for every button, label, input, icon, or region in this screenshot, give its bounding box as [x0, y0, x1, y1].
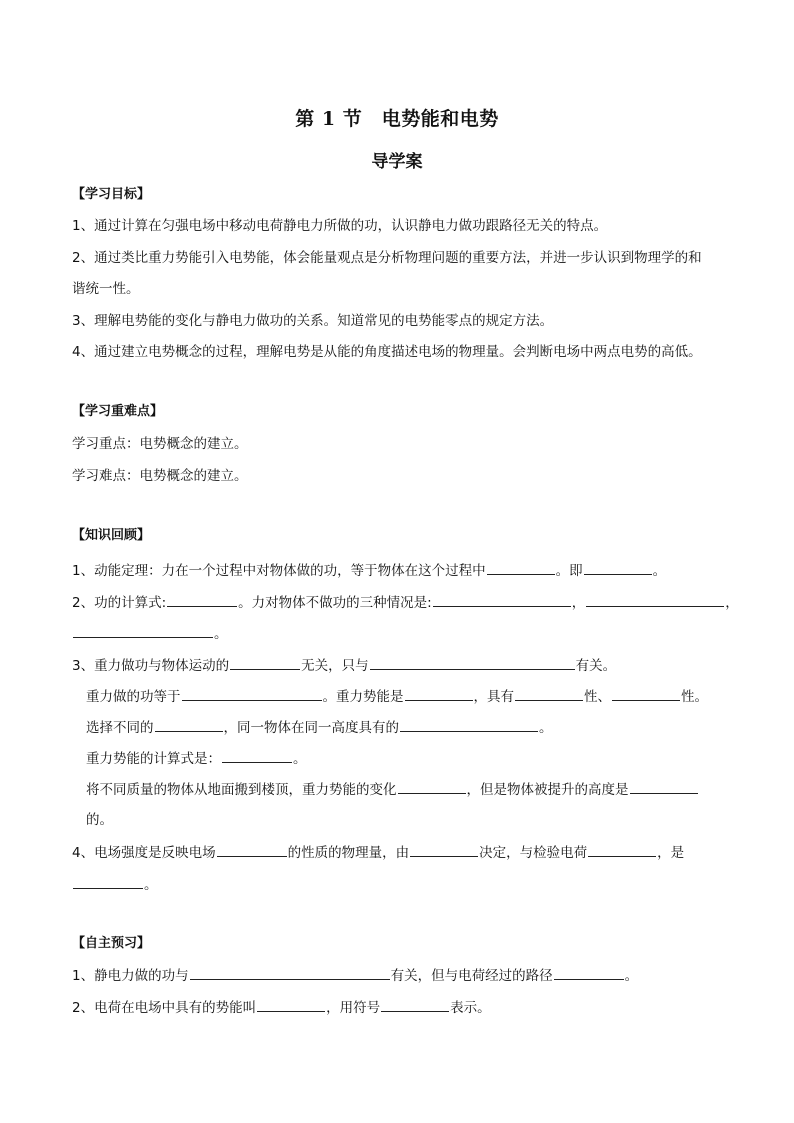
review-heading: 【知识回顾】 — [72, 528, 151, 543]
goal-item: 2、通过类比重力势能引入电势能，体会能量观点是分析物理问题的重要方法，并进一步认识到物理学的和 — [72, 250, 702, 266]
key-points-heading: 【学习重难点】 — [72, 404, 164, 419]
page-title: 第 1 节 电势能和电势 — [295, 108, 499, 130]
review-q4: 4、电场强度是反映电场 的性质的物理量，由 决定，与检验电荷 ，是 — [72, 845, 685, 861]
goal-item: 3、理解电势能的变化与静电力做功的关系。知道常见的电势能零点的规定方法。 — [72, 313, 554, 329]
answer-blank[interactable] — [405, 687, 473, 701]
answer-blank[interactable] — [182, 687, 322, 701]
answer-blank[interactable] — [433, 593, 571, 607]
page-subtitle: 导学案 — [371, 152, 423, 172]
review-q3-line5: 将不同质量的物体从地面搬到楼顶，重力势能的变化 ，但是物体被提升的高度是 — [86, 780, 699, 799]
answer-blank[interactable] — [217, 843, 287, 857]
review-q3-line6: 的。 — [86, 812, 113, 828]
answer-blank[interactable] — [410, 843, 478, 857]
goal-item: 1、通过计算在匀强电场中移动电荷静电力所做的功，认识静电力做功跟路径无关的特点。 — [72, 218, 608, 234]
answer-blank[interactable] — [73, 875, 143, 889]
preview-q2: 2、电荷在电场中具有的势能叫 ，用符号 表示。 — [72, 1000, 491, 1016]
answer-blank[interactable] — [190, 966, 390, 980]
review-q2-cont: 。 — [72, 624, 228, 643]
review-q4-cont: 。 — [72, 875, 158, 894]
answer-blank[interactable] — [155, 718, 223, 732]
answer-blank[interactable] — [584, 561, 652, 575]
answer-blank[interactable] — [398, 780, 466, 794]
answer-blank[interactable] — [588, 843, 656, 857]
answer-blank[interactable] — [257, 998, 325, 1012]
review-q3-line2: 重力做的功等于 。重力势能是 ，具有 性、 性。 — [86, 689, 708, 705]
answer-blank[interactable] — [554, 966, 624, 980]
key-focus: 学习重点：电势概念的建立。 — [72, 436, 248, 452]
preview-q1: 1、静电力做的功与 有关，但与电荷经过的路径 。 — [72, 968, 639, 984]
answer-blank[interactable] — [400, 718, 538, 732]
review-q3-line3: 选择不同的 ，同一物体在同一高度具有的 。 — [86, 720, 553, 736]
goal-item: 4、通过建立电势概念的过程，理解电势是从能的角度描述电场的物理量。会判断电场中两点电势的高低。 — [72, 344, 702, 360]
review-q3: 3、重力做功与物体运动的 无关，只与 有关。 — [72, 658, 617, 674]
answer-blank[interactable] — [612, 687, 680, 701]
answer-blank[interactable] — [515, 687, 583, 701]
review-q2: 2、功的计算式: 。力对物体不做功的三种情况是: ， ， — [72, 595, 739, 611]
answer-blank[interactable] — [381, 998, 449, 1012]
answer-blank[interactable] — [73, 624, 213, 638]
answer-blank[interactable] — [586, 593, 724, 607]
preview-heading: 【自主预习】 — [72, 936, 151, 951]
key-difficulty: 学习难点：电势概念的建立。 — [72, 468, 248, 484]
answer-blank[interactable] — [230, 656, 300, 670]
goal-item: 谐统一性。 — [72, 281, 140, 297]
review-q3-line4: 重力势能的计算式是： 。 — [86, 751, 307, 767]
answer-blank[interactable] — [167, 593, 237, 607]
goals-heading: 【学习目标】 — [72, 187, 151, 202]
answer-blank[interactable] — [222, 749, 292, 763]
answer-blank[interactable] — [630, 780, 698, 794]
answer-blank[interactable] — [487, 561, 555, 575]
answer-blank[interactable] — [370, 656, 575, 670]
review-q1: 1、动能定理：力在一个过程中对物体做的功，等于物体在这个过程中 。即 。 — [72, 563, 667, 579]
